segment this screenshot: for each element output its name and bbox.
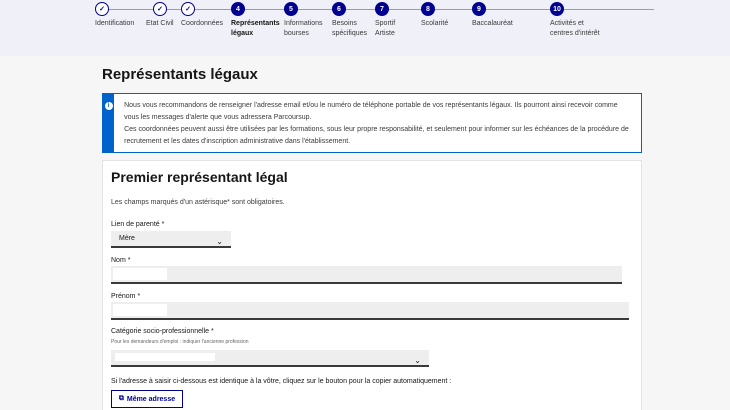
step-coordonnees[interactable] <box>181 2 224 27</box>
redacted-value <box>113 268 167 280</box>
redacted-value <box>115 353 215 361</box>
check-icon: ✓ <box>153 2 167 16</box>
chevron-down-icon: ⌄ <box>414 356 421 365</box>
step-label: Identification <box>95 20 135 27</box>
info-paragraph-1: Nous vous recommandons de renseigner l'adresse email et/ou le numéro de téléphone portable de vos représentants légaux. Ils pourront ainsi recevoir comme vous les messages d'alerte que vous adressera Parcoursup. <box>124 102 618 121</box>
form-title: Premier représentant légal <box>111 169 288 185</box>
step-label: Etat Civil <box>146 20 174 27</box>
step-label: Coordonnées <box>181 20 224 27</box>
same-address-label: Même adresse <box>126 395 176 403</box>
info-bar <box>103 94 114 152</box>
step-representants[interactable] <box>231 2 280 37</box>
representative-form-card <box>102 160 642 410</box>
csp-hint: Pour les demandeurs d'emploi : indiquer l'ancienne profession <box>111 339 249 345</box>
nom-input[interactable] <box>111 266 622 284</box>
relation-select[interactable] <box>111 231 231 248</box>
same-address-button[interactable] <box>111 390 183 408</box>
check-icon: ✓ <box>181 2 195 16</box>
copy-address-text: Si l'adresse à saisir ci-dessous est identique à la vôtre, cliquez sur le bouton pour la copier automatiquement : <box>111 378 452 385</box>
step-number: 9 <box>472 2 486 16</box>
prenom-label: Prénom * <box>111 293 141 300</box>
step-number: 7 <box>375 2 389 16</box>
step-number: 8 <box>421 2 435 16</box>
step-label: Baccalauréat <box>472 20 513 27</box>
step-besoins[interactable] <box>332 2 368 37</box>
step-label: Représentants légaux <box>231 20 280 37</box>
step-label: Besoins spécifiques <box>332 20 368 37</box>
info-icon: i <box>105 102 113 110</box>
step-etat-civil[interactable] <box>146 2 174 27</box>
step-number: 5 <box>284 2 298 16</box>
step-number: 4 <box>231 2 245 16</box>
nom-label: Nom * <box>111 257 131 264</box>
step-bourses[interactable] <box>284 2 323 37</box>
step-baccalaureat[interactable] <box>472 2 513 27</box>
info-text <box>114 94 641 152</box>
copy-icon: ⧉ <box>118 395 124 402</box>
step-label: Scolarité <box>421 20 449 27</box>
step-label: Activités et centres d'intérêt <box>550 20 600 37</box>
step-identification[interactable] <box>95 2 135 27</box>
progress-stepper <box>0 0 730 56</box>
relation-label: Lien de parenté * <box>111 221 165 228</box>
chevron-down-icon: ⌄ <box>216 237 223 246</box>
relation-value: Mère <box>119 235 135 242</box>
step-sportif[interactable] <box>375 2 396 37</box>
step-activites[interactable] <box>550 2 600 37</box>
csp-select[interactable] <box>111 350 429 367</box>
check-icon: ✓ <box>95 2 109 16</box>
info-paragraph-2: Ces coordonnées peuvent aussi être utilisées par les formations, sous leur propre responsabilité, et seulement pour informer sur les échéances de la procédure de recrutement et les dates d'inscription administrative dans l'établissement. <box>124 126 629 145</box>
redacted-value <box>113 304 167 316</box>
prenom-input[interactable] <box>111 302 629 320</box>
step-number: 10 <box>550 2 564 16</box>
step-label: Informations bourses <box>284 20 323 37</box>
step-number: 6 <box>332 2 346 16</box>
step-scolarite[interactable] <box>421 2 449 27</box>
page-title: Représentants légaux <box>102 66 258 83</box>
required-note: Les champs marqués d'un astérisque* sont obligatoires. <box>111 199 285 206</box>
csp-label: Catégorie socio-professionnelle * <box>111 328 214 335</box>
step-label: Sportif Artiste <box>375 20 396 37</box>
info-callout <box>102 93 642 153</box>
